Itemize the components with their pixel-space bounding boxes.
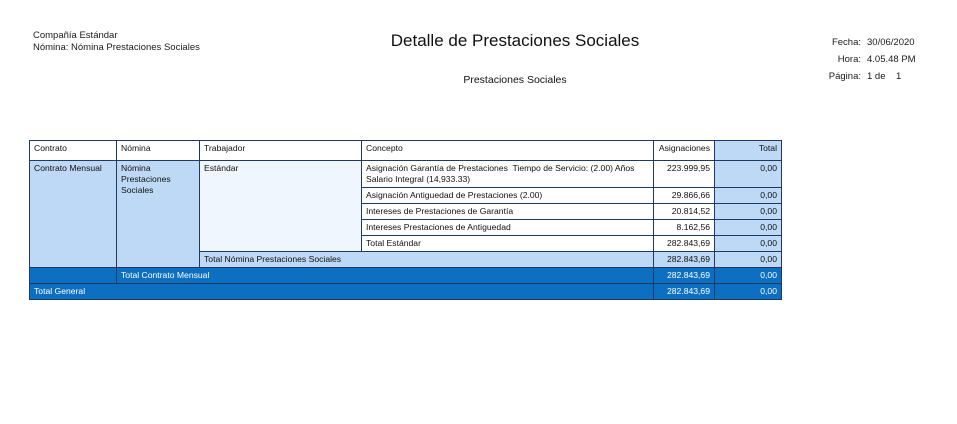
column-header-nomina: Nómina (117, 141, 200, 161)
title-block (300, 30, 730, 87)
table-row-total-general (30, 284, 782, 300)
subtotal-nomina-label: Total Nómina Prestaciones Sociales (200, 252, 654, 268)
page-value: 1 de 1 (867, 71, 902, 82)
cell-concepto (362, 161, 654, 188)
time-value: 4.05.48 PM (867, 54, 916, 65)
time-label: Hora: (837, 54, 861, 65)
cell-asignaciones: 223.999,95 (654, 161, 715, 188)
page-title: Detalle de Prestaciones Sociales (390, 31, 640, 50)
cell-total: 0,00 (715, 188, 782, 204)
cell-asignaciones: 29.866,66 (654, 188, 715, 204)
cell-asignaciones: 20.814,52 (654, 204, 715, 220)
group-cell-nomina: Nómina Prestaciones Sociales (117, 161, 200, 268)
concepto-line-1: Total Estándar (366, 238, 421, 248)
meta-row-time (815, 51, 929, 68)
concepto-line-2: Salario Integral (14,933.33) (366, 174, 471, 184)
total-general-total: 0,00 (715, 284, 782, 300)
cell-total: 0,00 (715, 161, 782, 188)
cell-total: 0,00 (715, 236, 782, 252)
concepto-line-1: Asignación Garantía de Prestaciones Tiempo de Servicio: (2.00) Años (366, 163, 635, 173)
payroll-name: Nómina: Nómina Prestaciones Sociales (33, 42, 200, 53)
concepto-line-1: Intereses de Prestaciones de Garantía (366, 206, 514, 216)
report-page-header (0, 0, 957, 130)
cell-asignaciones: 8.162,56 (654, 220, 715, 236)
column-header-concepto: Concepto (362, 141, 654, 161)
report-table (29, 140, 782, 300)
company-info-block (33, 30, 200, 54)
total-general-label: Total General (30, 284, 654, 300)
spacer-cell-contrato (30, 268, 117, 284)
cell-concepto (362, 220, 654, 236)
column-header-contrato: Contrato (30, 141, 117, 161)
meta-row-page (815, 68, 929, 85)
date-label: Fecha: (831, 37, 861, 48)
table-header (30, 141, 782, 161)
table-body (30, 161, 782, 300)
cell-asignaciones: 282.843,69 (654, 236, 715, 252)
cell-total: 0,00 (715, 204, 782, 220)
group-cell-trabajador: Estándar (200, 161, 362, 252)
cell-total: 0,00 (715, 220, 782, 236)
total-contrato-asignaciones: 282.843,69 (654, 268, 715, 284)
page-label: Página: (828, 71, 861, 82)
column-header-total: Total (715, 141, 782, 161)
page-subtitle: Prestaciones Sociales (463, 74, 567, 86)
table-row (30, 161, 782, 188)
subtotal-nomina-total: 0,00 (715, 252, 782, 268)
group-cell-contrato: Contrato Mensual (30, 161, 117, 268)
column-header-trabajador: Trabajador (200, 141, 362, 161)
date-value: 30/06/2020 (867, 37, 915, 48)
cell-concepto (362, 236, 654, 252)
concepto-line-1: Intereses Prestaciones de Antiguedad (366, 222, 511, 232)
column-header-asignaciones: Asignaciones (654, 141, 715, 161)
report-table-container (29, 140, 781, 300)
subtotal-nomina-asignaciones: 282.843,69 (654, 252, 715, 268)
total-contrato-total: 0,00 (715, 268, 782, 284)
concepto-line-1: Asignación Antiguedad de Prestaciones (2.00) (366, 190, 543, 200)
cell-concepto (362, 204, 654, 220)
table-header-row (30, 141, 782, 161)
table-row-total-contrato (30, 268, 782, 284)
report-meta-block (815, 34, 929, 85)
company-name: Compañía Estándar (33, 30, 118, 41)
cell-concepto (362, 188, 654, 204)
total-contrato-label: Total Contrato Mensual (117, 268, 654, 284)
meta-row-date (815, 34, 929, 51)
total-general-asignaciones: 282.843,69 (654, 284, 715, 300)
